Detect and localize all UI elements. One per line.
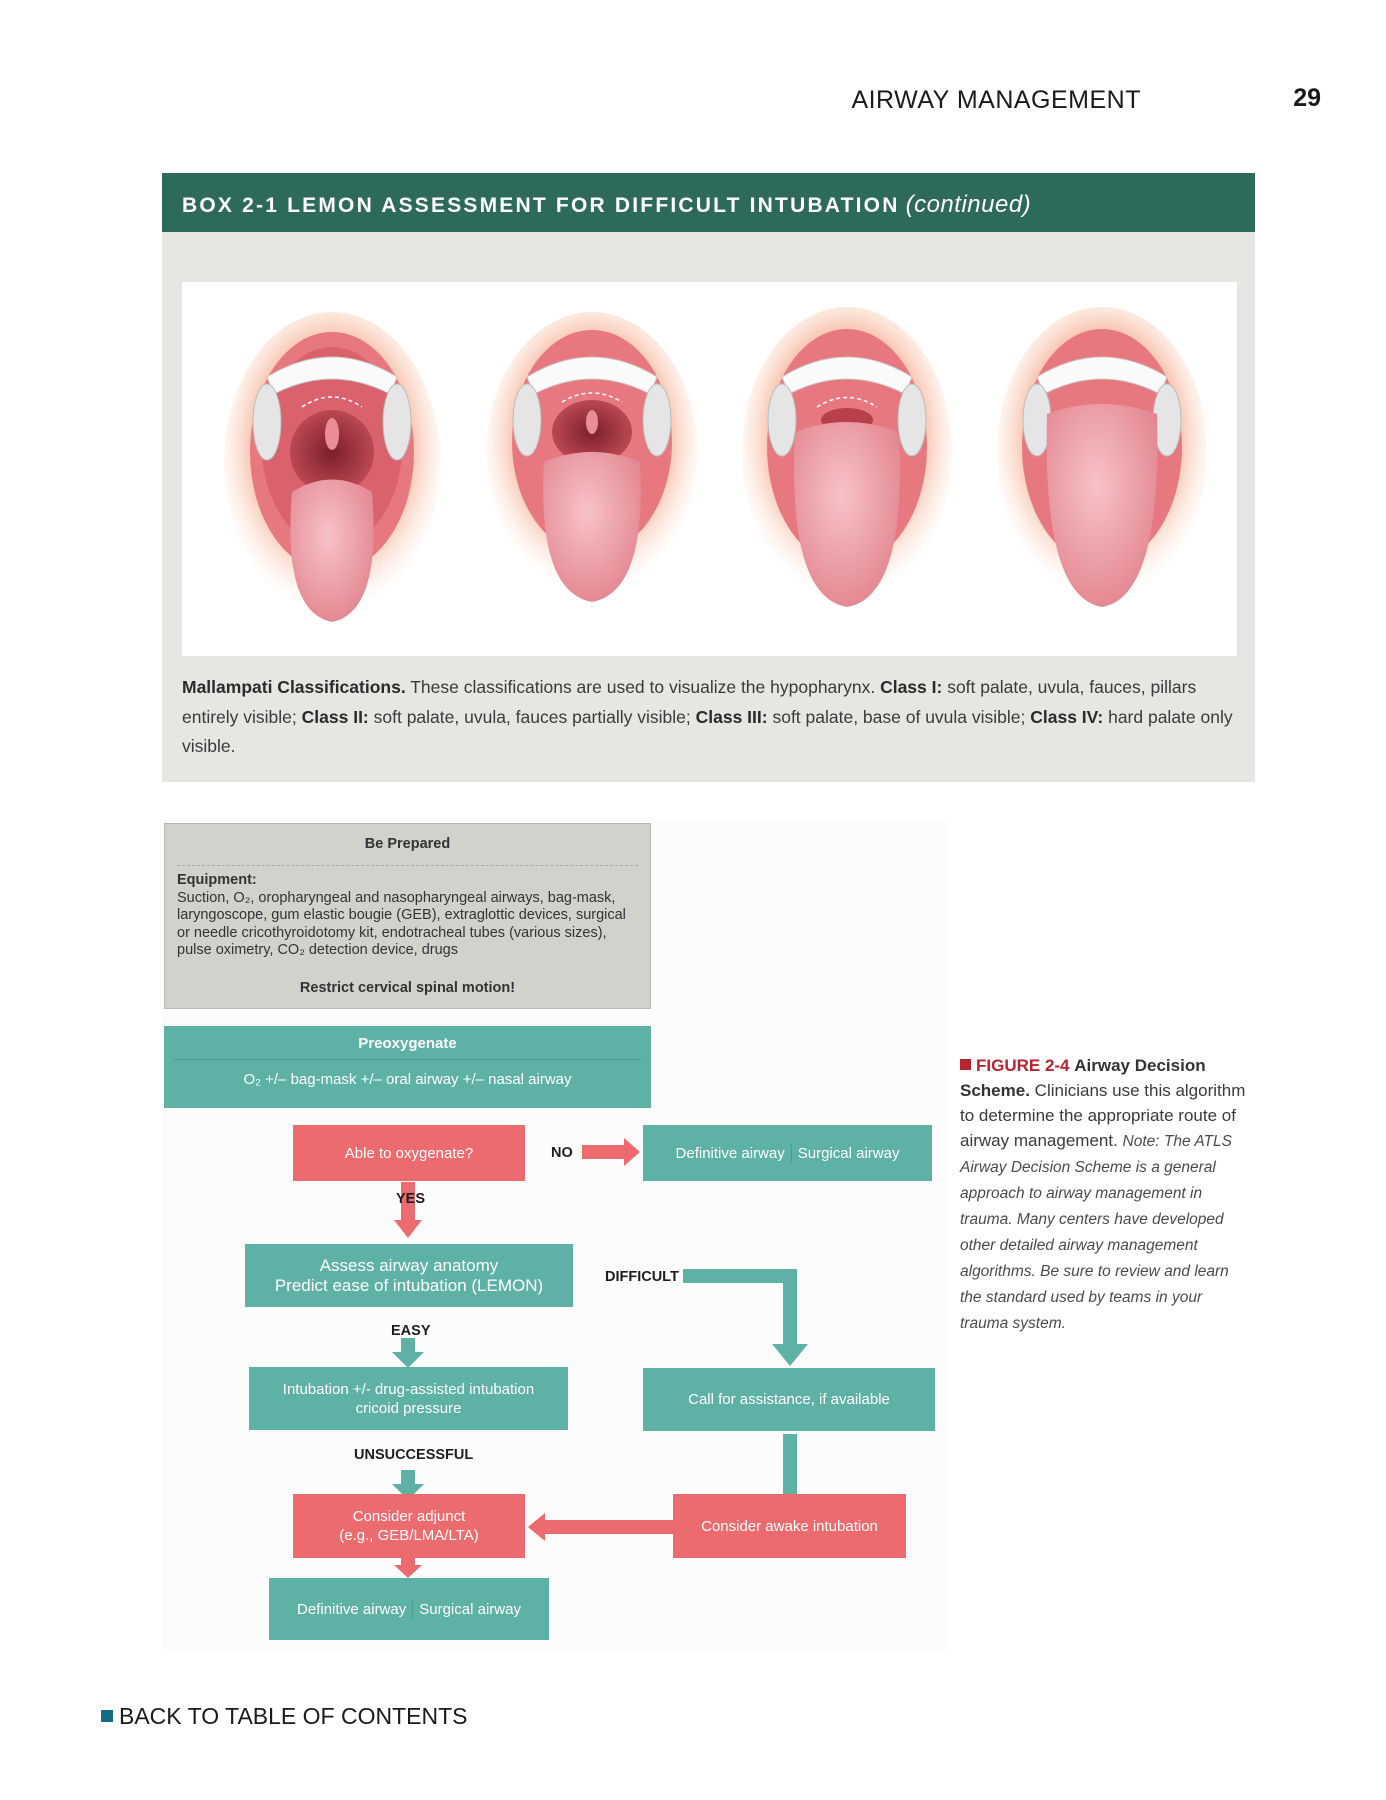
no-label: NO [551,1145,573,1161]
be-prepared-box [164,823,651,1009]
equipment-list: Suction, O₂, oropharyngeal and nasopharyngeal airways, bag-mask, laryngoscope, gum elastic bougie (GEB), extraglottic devices, surgical or needle cricothyroidotomy kit, endotracheal tubes (various sizes), pulse oximetry, CO₂ detection device, drugs [177,889,626,958]
box-title-suffix: (continued) [905,191,1032,218]
no-arrow [582,1145,624,1159]
consider-adjunct-node: Consider adjunct (e.g., GEB/LMA/LTA) [293,1494,525,1558]
yes-label: YES [396,1191,426,1207]
back-to-toc-link[interactable] [101,1703,467,1730]
square-bullet-icon [101,1710,113,1722]
preoxygenate-body: O₂ +/– bag-mask +/– oral airway +/– nasal airway [243,1071,572,1088]
figure-label: FIGURE 2-4 [976,1056,1070,1075]
unsuccessful-label: UNSUCCESSFUL [354,1447,474,1463]
awake-to-adjunct-arrow [545,1520,675,1534]
yes-arrowhead [394,1220,422,1238]
preoxygenate-box [164,1026,651,1108]
section-title: AIRWAY MANAGEMENT [851,86,1141,114]
restrict-cervical-motion: Restrict cervical spinal motion! [299,980,516,996]
preoxygenate-heading: Preoxygenate [358,1035,457,1052]
call-for-assistance-node: Call for assistance, if available [643,1368,935,1431]
easy-arrow [401,1338,415,1352]
surgical-airway-label: Surgical airway [791,1144,906,1163]
figure-marker-icon [960,1059,971,1070]
figure-note: Note: The ATLS Airway Decision Scheme is a general approach to airway management in trauma. Many centers have developed other detailed airway management algorithms. Be sure to review and learn the standard used by teams in your trauma system. [960,1133,1232,1332]
page-number: 29 [1293,84,1321,112]
surgical-airway-label: Surgical airway [412,1600,527,1619]
equipment-label: Equipment: [177,872,257,888]
difficult-arrow [683,1269,797,1283]
assess-airway-node: Assess airway anatomy Predict ease of intubation (LEMON) [245,1244,573,1307]
easy-label: EASY [391,1323,431,1339]
consider-awake-intubation-node: Consider awake intubation [673,1494,906,1558]
intubation-node: Intubation +/- drug-assisted intubation cricoid pressure [249,1367,568,1430]
difficult-label: DIFFICULT [605,1269,679,1285]
definitive-airway-node-top [643,1125,932,1181]
definitive-airway-label: Definitive airway [297,1600,407,1618]
figure-text: Clinicians use this algorithm to determine the appropriate route of airway management. [960,1081,1246,1150]
box-title: BOX 2-1 LEMON ASSESSMENT FOR DIFFICULT INTUBATION [182,194,900,217]
able-to-oxygenate-node: Able to oxygenate? [293,1125,525,1181]
be-prepared-heading: Be Prepared [364,836,451,852]
mallampati-caption: Mallampati Classifications. These classifications are used to visualize the hypopharynx. Class I: soft palate, uvula, fauces, pillars entirely visible; Class II: soft palate, uvula, fauces partially visible; Class III: soft palate, base of uvula visible; Class IV: hard palate only visible. [182,677,1233,756]
no-arrowhead [624,1138,640,1166]
definitive-airway-node-bottom [269,1578,549,1640]
definitive-airway-label: Definitive airway [675,1144,785,1162]
figure-title: Airway Decision Scheme. [960,1056,1206,1100]
figure-caption [960,1053,1250,1336]
back-to-toc-label: BACK TO TABLE OF CONTENTS [119,1703,468,1729]
